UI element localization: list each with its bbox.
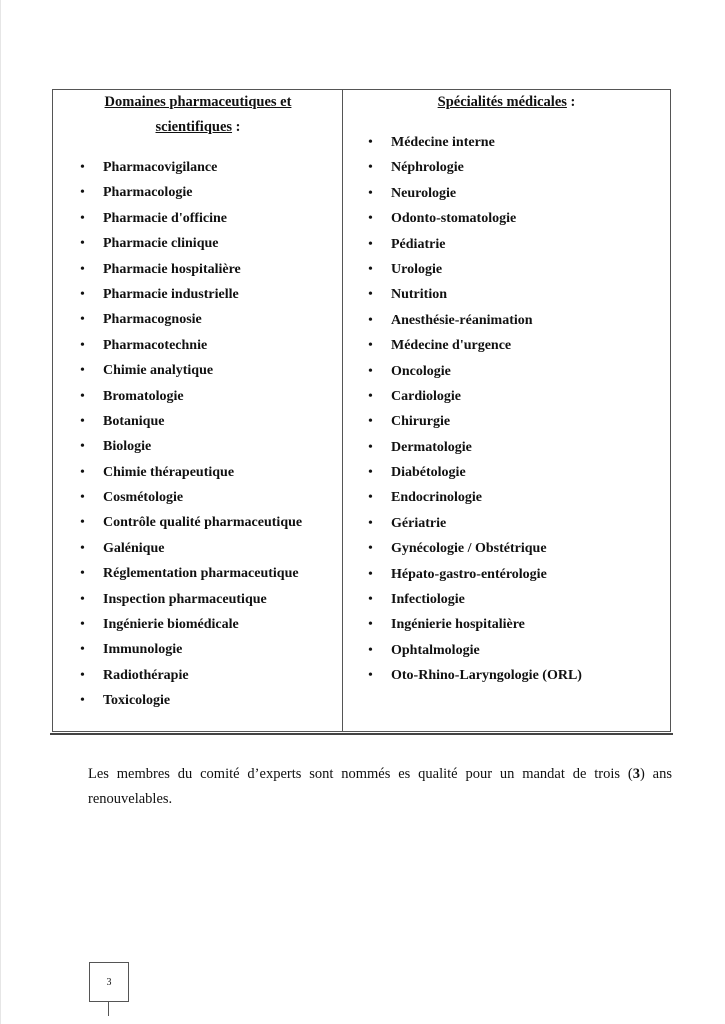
paragraph-text-after: ) ans renouvelables. (88, 766, 672, 807)
list-item (343, 155, 670, 180)
bullet-icon: • (80, 490, 85, 506)
list-item-label: Chirurgie (391, 414, 451, 430)
list-item (343, 435, 670, 460)
list-item (343, 536, 670, 561)
list-item-label: Cardiologie (391, 388, 461, 404)
list-item (343, 359, 670, 384)
bullet-icon: • (368, 338, 373, 354)
list-item-label: Toxicologie (103, 693, 171, 709)
list-item-label: Contrôle qualité pharmaceutique (103, 515, 303, 531)
pharmaceutical-domains-column (53, 90, 343, 731)
page-number-box-tail (108, 1002, 109, 1016)
bullet-icon: • (368, 465, 373, 481)
header-suffix: : (566, 94, 576, 110)
list-item (53, 231, 342, 256)
bullet-icon: • (80, 693, 85, 709)
pharmaceutical-domains-header (93, 90, 303, 140)
medical-specialties-list (343, 130, 670, 689)
list-item-label: Immunologie (103, 642, 183, 658)
bullet-icon: • (368, 414, 373, 430)
list-item-label: Bromatologie (103, 388, 184, 404)
header-line-2: scientifiques (155, 119, 233, 135)
bullet-icon: • (368, 185, 373, 201)
list-item (343, 130, 670, 155)
bullet-icon: • (368, 566, 373, 582)
bullet-icon: • (368, 668, 373, 684)
list-item-label: Endocrinologie (391, 490, 483, 506)
bullet-icon: • (368, 312, 373, 328)
bullet-icon: • (368, 490, 373, 506)
bullet-icon: • (368, 617, 373, 633)
list-item-label: Anesthésie-réanimation (391, 312, 533, 328)
bullet-icon: • (80, 540, 85, 556)
list-item (53, 587, 342, 612)
list-item (343, 257, 670, 282)
list-item (343, 612, 670, 637)
list-item-label: Neurologie (391, 185, 457, 201)
bullet-icon: • (80, 591, 85, 607)
list-item-label: Oncologie (391, 363, 451, 379)
list-item (53, 663, 342, 688)
bullet-icon: • (368, 160, 373, 176)
bullet-icon: • (80, 617, 85, 633)
list-item-label: Diabétologie (391, 465, 466, 481)
list-item (53, 561, 342, 586)
list-item (53, 307, 342, 332)
list-item-label: Pédiatrie (391, 236, 446, 252)
bullet-icon: • (368, 363, 373, 379)
bullet-icon: • (368, 642, 373, 658)
mandate-paragraph (88, 762, 672, 812)
list-item (343, 562, 670, 587)
list-item-label: Radiothérapie (103, 667, 189, 683)
list-item-label: Pharmacie d'officine (103, 210, 228, 226)
bullet-icon: • (80, 185, 85, 201)
list-item-label: Gynécologie / Obstétrique (391, 541, 547, 557)
bullet-icon: • (368, 439, 373, 455)
list-item-label: Ingénierie biomédicale (103, 617, 239, 633)
list-item-label: Réglementation pharmaceutique (103, 566, 299, 582)
list-item (343, 587, 670, 612)
header-line-1: Domaines pharmaceutiques et (104, 94, 292, 110)
list-item-label: Pharmacotechnie (103, 337, 208, 353)
list-item-label: Botanique (103, 413, 165, 429)
page-number: 3 (106, 976, 112, 988)
list-item (343, 663, 670, 688)
list-item-label: Urologie (391, 261, 443, 277)
list-item (343, 206, 670, 231)
bullet-icon: • (80, 312, 85, 328)
list-item (343, 181, 670, 206)
bullet-icon: • (368, 592, 373, 608)
list-item (53, 536, 342, 561)
list-item-label: Inspection pharmaceutique (103, 591, 267, 607)
bullet-icon: • (80, 388, 85, 404)
list-item-label: Biologie (103, 439, 152, 455)
list-item-label: Chimie thérapeutique (103, 464, 235, 480)
bullet-icon: • (80, 439, 85, 455)
list-item-label: Odonto-stomatologie (391, 211, 517, 227)
list-item-label: Nutrition (391, 287, 447, 303)
page-edge-line (0, 0, 1, 1024)
list-item (53, 409, 342, 434)
list-item (53, 358, 342, 383)
list-item (53, 333, 342, 358)
bullet-icon: • (80, 337, 85, 353)
list-item (53, 434, 342, 459)
bullet-icon: • (368, 388, 373, 404)
list-item (53, 460, 342, 485)
bullet-icon: • (80, 515, 85, 531)
list-item-label: Pharmacognosie (103, 312, 202, 328)
list-item (343, 511, 670, 536)
list-item (343, 308, 670, 333)
list-item (343, 409, 670, 434)
list-item-label: Médecine interne (391, 135, 495, 150)
bullet-icon: • (80, 363, 85, 379)
list-item-label: Médecine d'urgence (391, 338, 512, 354)
page-number-box (89, 962, 129, 1002)
paragraph-bold-number: 3 (632, 766, 640, 782)
list-item-label: Ophtalmologie (391, 642, 480, 658)
bullet-icon: • (80, 413, 85, 429)
domains-table (52, 89, 671, 732)
bullet-icon: • (368, 236, 373, 252)
list-item (53, 612, 342, 637)
list-item-label: Chimie analytique (103, 363, 214, 379)
bullet-icon: • (80, 286, 85, 302)
list-item-label: Néphrologie (391, 160, 464, 176)
list-item-label: Gériatrie (391, 515, 447, 531)
list-item-label: Dermatologie (391, 439, 472, 455)
list-item-label: Galénique (103, 540, 165, 556)
bullet-icon: • (80, 210, 85, 226)
table-bottom-rule (50, 733, 673, 735)
list-item (53, 637, 342, 662)
list-item (343, 638, 670, 663)
bullet-icon: • (368, 515, 373, 531)
list-item (53, 155, 342, 180)
list-item-label: Pharmacovigilance (103, 160, 218, 175)
bullet-icon: • (80, 160, 85, 175)
list-item (53, 257, 342, 282)
medical-specialties-header (343, 90, 670, 115)
list-item (343, 460, 670, 485)
list-item-label: Oto-Rhino-Laryngologie (ORL) (391, 668, 582, 684)
list-item-label: Pharmacie clinique (103, 236, 219, 252)
list-item-label: Infectiologie (391, 592, 465, 608)
header-suffix: : (232, 119, 241, 135)
list-item (53, 180, 342, 205)
bullet-icon: • (368, 135, 373, 150)
header-text: Spécialités médicales (437, 94, 567, 110)
list-item-label: Pharmacologie (103, 185, 193, 201)
bullet-icon: • (368, 541, 373, 557)
list-item (343, 333, 670, 358)
bullet-icon: • (368, 261, 373, 277)
list-item (53, 282, 342, 307)
list-item-label: Pharmacie hospitalière (103, 261, 241, 277)
bullet-icon: • (368, 211, 373, 227)
bullet-icon: • (80, 261, 85, 277)
list-item (53, 384, 342, 409)
list-item (343, 485, 670, 510)
paragraph-text-before: Les membres du comité d’experts sont nommés es qualité pour un mandat de trois ( (88, 766, 633, 782)
bullet-icon: • (80, 236, 85, 252)
list-item (53, 510, 342, 535)
bullet-icon: • (80, 667, 85, 683)
list-item-label: Ingénierie hospitalière (391, 617, 525, 633)
list-item (53, 485, 342, 510)
bullet-icon: • (80, 642, 85, 658)
list-item-label: Pharmacie industrielle (103, 286, 239, 302)
list-item (343, 282, 670, 307)
list-item-label: Cosmétologie (103, 490, 184, 506)
list-item-label: Hépato-gastro-entérologie (391, 566, 547, 582)
pharmaceutical-domains-list (53, 155, 342, 714)
bullet-icon: • (80, 566, 85, 582)
list-item (343, 232, 670, 257)
bullet-icon: • (80, 464, 85, 480)
bullet-icon: • (368, 287, 373, 303)
list-item (53, 688, 342, 713)
list-item (53, 206, 342, 231)
medical-specialties-column (343, 90, 670, 731)
list-item (343, 384, 670, 409)
